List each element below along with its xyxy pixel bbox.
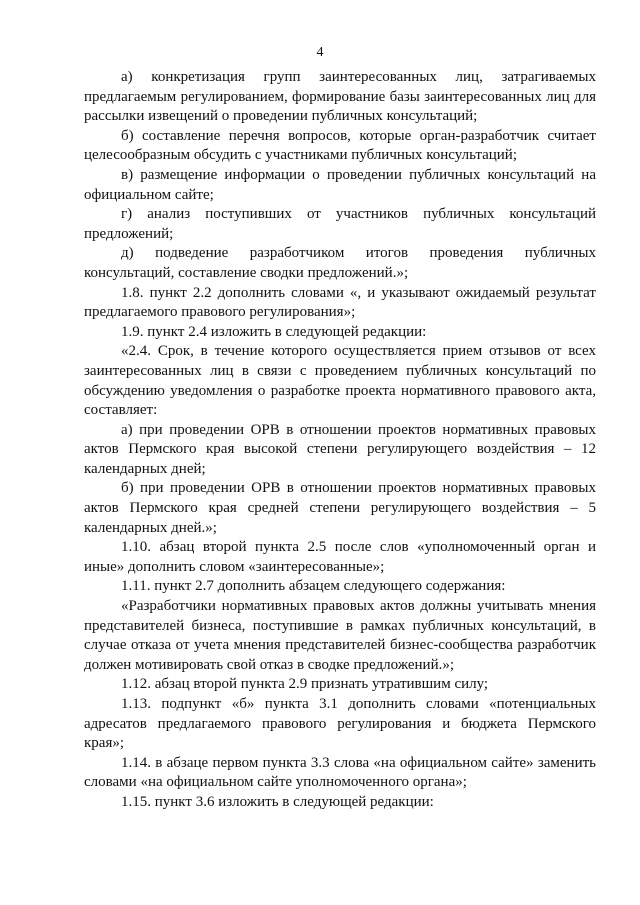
paragraph-subitem-v: в) размещение информации о проведении публичных консультаций на официальном сайте; [84,166,596,203]
paragraph-item-1-15: 1.15. пункт 3.6 изложить в следующей редакции: [121,793,434,810]
paragraph-clause-2-4-a: а) при проведении ОРВ в отношении проектов нормативных правовых актов Пермского края высокой степени регулирующего воздействия – 12 календарных дней; [84,421,596,477]
paragraph-clause-2-7-addition: «Разработчики нормативных правовых актов должны учитывать мнения представителей бизнеса, поступившие в рамках публичных консультаций, в случае отказа от учета мнения представителей бизнес-сообщества разработчик должен мотивировать свой отказ в сводке предложений.»; [84,598,596,673]
paragraph-item-1-8: 1.8. пункт 2.2 дополнить словами «, и указывают ожидаемый результат предлагаемого правового регулирования»; [84,284,596,321]
document-body [84,68,596,813]
paragraph-subitem-a: а) конкретизация групп заинтересованных лиц, затрагиваемых предлагаемым регулированием, формирование базы заинтересованных лиц для рассылки извещений о проведении публичных консультаций; [84,69,596,125]
paragraph-clause-2-4-b: б) при проведении ОРВ в отношении проектов нормативных правовых актов Пермского края средней степени регулирующего воздействия – 5 календарных дней.»; [84,480,596,536]
paragraph-subitem-d: д) подведение разработчиком итогов проведения публичных консультаций, составление сводки предложений.»; [84,245,596,281]
paragraph-item-1-9: 1.9. пункт 2.4 изложить в следующей редакции: [121,323,427,340]
paragraph-item-1-10: 1.10. абзац второй пункта 2.5 после слов «уполномоченный орган и иные» дополнить словом «заинтересованные»; [84,539,596,575]
paragraph-item-1-13: 1.13. подпункт «б» пункта 3.1 дополнить словами «потенциальных адресатов предлагаемого правового регулирования и бюджета Пермского края»; [84,696,596,752]
paragraph-item-1-12: 1.12. абзац второй пункта 2.9 признать утратившим силу; [121,676,489,693]
paragraph-clause-2-4: «2.4. Срок, в течение которого осуществляется прием отзывов от всех заинтересованных лиц в связи с проведением публичных консультаций по обсуждению уведомления о разработке проекта нормативного правового акта, составляет: [84,343,596,419]
page-number: 4 [316,45,324,60]
paragraph-subitem-b: б) составление перечня вопросов, которые орган-разработчик считает целесообразным обсудить с участниками публичных консультаций; [84,127,596,164]
paragraph-item-1-14: 1.14. в абзаце первом пункта 3.3 слова «на официальном сайте» заменить словами «на официальном сайте уполномоченного органа»; [84,754,596,791]
paragraph-subitem-g: г) анализ поступивших от участников публичных консультаций предложений; [84,206,596,242]
paragraph-item-1-11: 1.11. пункт 2.7 дополнить абзацем следующего содержания: [121,578,506,595]
